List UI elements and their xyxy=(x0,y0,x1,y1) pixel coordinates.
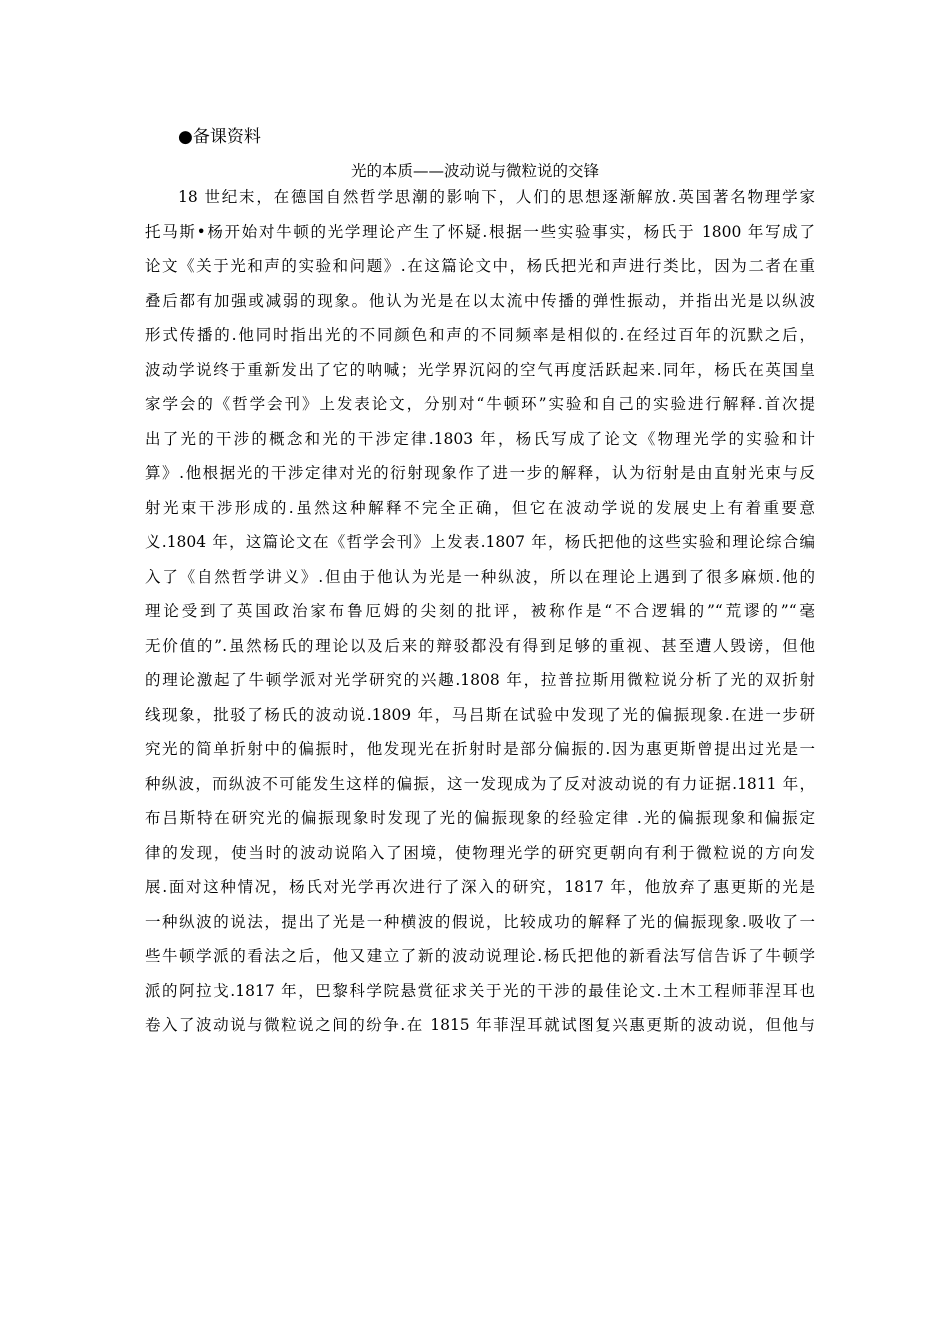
paragraph-line: 律的发现，使当时的波动说陷入了困境，使物理光学的研究更朝向有利于微粒说的方向发 xyxy=(145,843,815,862)
paragraph-line: 叠后都有加强或减弱的现象。他认为光是在以太流中传播的弹性振动，并指出光是以纵波 xyxy=(145,291,815,310)
article-title: 光的本质——波动说与微粒说的交锋 xyxy=(350,162,599,180)
paragraph-line: 家学会的《哲学会刊》上发表论文，分别对“牛顿环”实验和自己的实验进行解释.首次提 xyxy=(145,395,815,413)
paragraph-line: 射光束干涉形成的.虽然这种解释不完全正确，但它在波动学说的发展史上有着重要意 xyxy=(145,498,815,517)
paragraph-line: 托马斯•杨开始对牛顿的光学理论产生了怀疑.根据一些实验事实，杨氏于 1800 年写成了 xyxy=(145,222,815,241)
paragraph-line: 派的阿拉戈.1817 年，巴黎科学院悬赏征求关于光的干涉的最佳论文.土木工程师菲涅耳也 xyxy=(145,981,815,1000)
paragraph-line: 理论受到了英国政治家布鲁厄姆的尖刻的批评，被称作是“不合逻辑的”“荒谬的”“毫 xyxy=(145,602,815,620)
paragraph-line: 线现象，批驳了杨氏的波动说.1809 年，马吕斯在试验中发现了光的偏振现象.在进一步研 xyxy=(145,705,815,724)
paragraph-line: 出了光的干涉的概念和光的干涉定律.1803 年，杨氏写成了论文《物理光学的实验和计 xyxy=(145,429,815,448)
paragraph-line: 种纵波，而纵波不可能发生这样的偏振，这一发现成为了反对波动说的有力证据.1811 年， xyxy=(145,774,815,793)
paragraph-line: 布吕斯特在研究光的偏振现象时发现了光的偏振现象的经验定律 .光的偏振现象和偏振定 xyxy=(145,809,815,827)
paragraph-line: 卷入了波动说与微粒说之间的纷争.在 1815 年菲涅耳就试图复兴惠更斯的波动说，但他与 xyxy=(145,1016,815,1034)
paragraph-line: 形式传播的.他同时指出光的不同颜色和声的不同频率是相似的.在经过百年的沉默之后， xyxy=(145,326,815,344)
paragraph-line: 展.面对这种情况，杨氏对光学再次进行了深入的研究，1817 年，他放弃了惠更斯的光是 xyxy=(145,878,815,896)
paragraph-line: 算》.他根据光的干涉定律对光的衍射现象作了进一步的解释，认为衍射是由直射光束与反 xyxy=(145,464,815,482)
paragraph-line: 波动学说终于重新发出了它的呐喊；光学界沉闷的空气再度活跃起来.同年，杨氏在英国皇 xyxy=(145,360,815,379)
paragraph-line: 18 世纪末，在德国自然哲学思潮的影响下，人们的思想逐渐解放.英国著名物理学家 xyxy=(178,188,815,206)
paragraph-line: 些牛顿学派的看法之后，他又建立了新的波动说理论.杨氏把他的新看法写信告诉了牛顿学 xyxy=(145,947,815,965)
paragraph-line: 入了《自然哲学讲义》.但由于他认为光是一种纵波，所以在理论上遇到了很多麻烦.他的 xyxy=(145,567,815,586)
paragraph-line: 究光的简单折射中的偏振时，他发现光在折射时是部分偏振的.因为惠更斯曾提出过光是一 xyxy=(145,740,815,758)
paragraph-line: 义.1804 年，这篇论文在《哲学会刊》上发表.1807 年，杨氏把他的这些实验和理论综合编 xyxy=(145,533,815,551)
paragraph-line: 论文《关于光和声的实验和问题》.在这篇论文中，杨氏把光和声进行类比，因为二者在重 xyxy=(145,257,815,275)
paragraph-line: 无价值的”.虽然杨氏的理论以及后来的辩驳都没有得到足够的重视、甚至遭人毁谤，但他 xyxy=(145,636,815,655)
paragraph-line: 的理论激起了牛顿学派对光学研究的兴趣.1808 年，拉普拉斯用微粒说分析了光的双折射 xyxy=(145,671,815,689)
section-label: ●备课资料 xyxy=(178,127,261,147)
paragraph-line: 一种纵波的说法，提出了光是一种横波的假说，比较成功的解释了光的偏振现象.吸收了一 xyxy=(145,912,815,931)
